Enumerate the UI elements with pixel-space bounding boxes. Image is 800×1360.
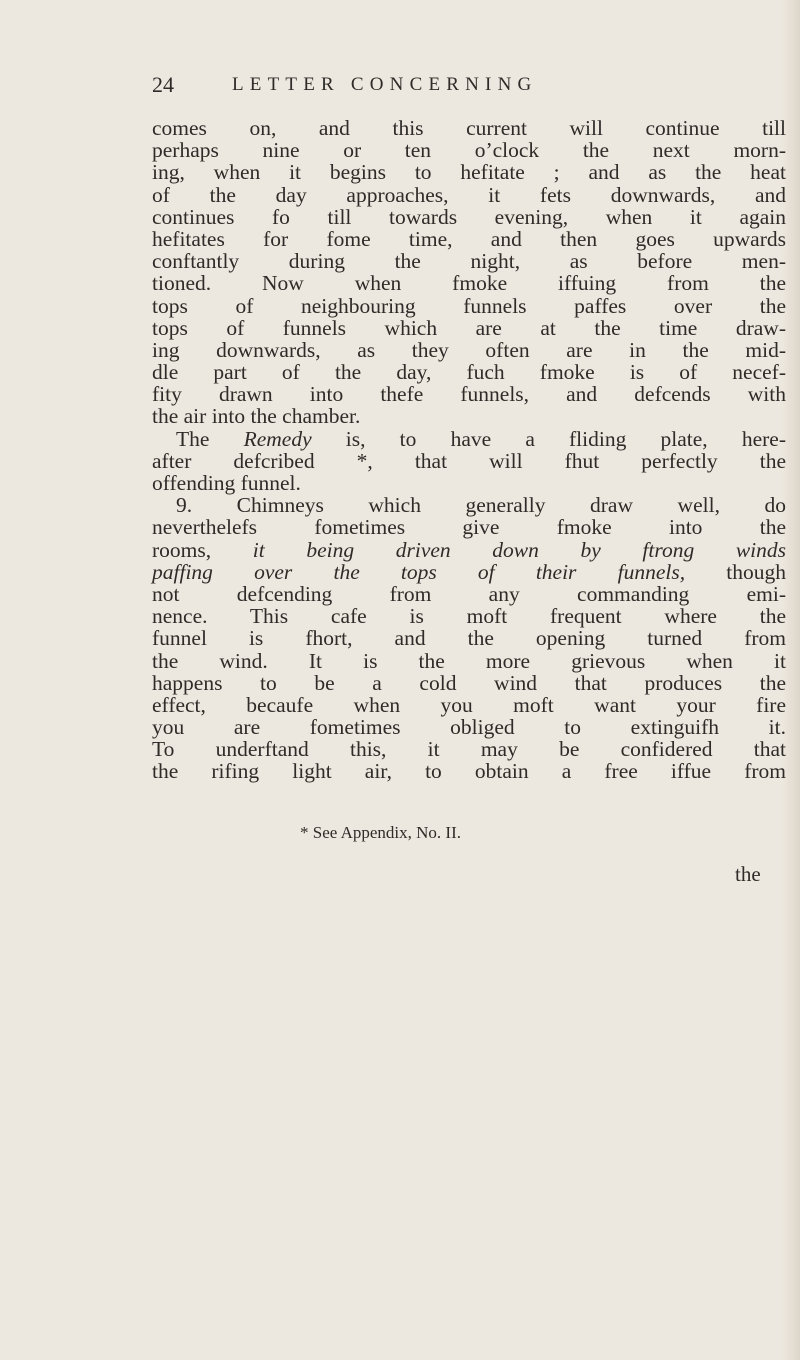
text-line: not defcending from any commanding emi- — [152, 581, 786, 606]
text-line: effect, becaufe when you moft want your fire — [152, 692, 786, 717]
text-line: conftantly during the night, as before men- — [152, 249, 786, 274]
running-head: LETTER CONCERNING — [232, 74, 538, 95]
text-line: of the day approaches, it fets downwards, and — [152, 182, 786, 207]
text-line: funnel is fhort, and the opening turned from — [152, 626, 786, 651]
text-line: you are fometimes obliged to extinguifh it. — [152, 715, 786, 740]
text-line: fity drawn into thefe funnels, and defcends with — [152, 382, 786, 407]
text-line: comes on, and this current will continue till — [152, 116, 786, 140]
italic-text: it being driven down by ftrong winds — [252, 537, 787, 562]
page-number: 24 — [152, 72, 174, 97]
text-line: To underftand this, it may be confidered that — [152, 737, 786, 762]
text-line: tops of neighbouring funnels paffes over the — [152, 293, 786, 318]
text-span: The — [176, 426, 244, 451]
text-line: dle part of the day, fuch fmoke is of necef- — [152, 360, 786, 385]
text-line: neverthelefs fometimes give fmoke into the — [152, 515, 786, 540]
text-line: ing downwards, as they often are in the mid- — [152, 337, 786, 362]
page-header — [152, 72, 792, 100]
body-text — [152, 117, 786, 783]
text-line: the rifing light air, to obtain a free iffue from — [152, 759, 786, 784]
italic-text: Remedy — [243, 426, 312, 451]
text-line: perhaps nine or ten o’clock the next morn- — [152, 138, 786, 163]
text-line: continues fo till towards evening, when it again — [152, 204, 786, 229]
footnote: * See Appendix, No. II. — [300, 823, 462, 842]
text-span: though — [685, 559, 786, 584]
text-line: tioned. Now when fmoke iffuing from the — [152, 271, 786, 296]
text-line: happens to be a cold wind that produces the — [152, 670, 786, 695]
text-line: ing, when it begins to hefitate ; and as the heat — [152, 160, 786, 185]
text-line: nence. This cafe is moft frequent where the — [152, 604, 786, 629]
text-span: is, to have a fliding plate, here- — [311, 426, 786, 451]
catchword: the — [735, 862, 761, 886]
text-line: after defcribed *, that will fhut perfectly the — [152, 448, 786, 473]
italic-text: paffing over the tops of their funnels, — [152, 559, 686, 584]
text-line: offending funnel. — [152, 471, 301, 495]
text-line — [152, 428, 786, 450]
text-line: the air into the chamber. — [152, 404, 361, 429]
text-line: the wind. It is the more grievous when it — [152, 648, 786, 673]
text-line: 9. Chimneys which generally draw well, do — [176, 493, 786, 518]
text-line: hefitates for fome time, and then goes upwards — [152, 226, 786, 251]
text-line — [152, 539, 786, 561]
text-line: tops of funnels which are at the time draw- — [152, 315, 786, 340]
text-span: rooms, — [152, 537, 253, 562]
text-line — [152, 561, 786, 583]
